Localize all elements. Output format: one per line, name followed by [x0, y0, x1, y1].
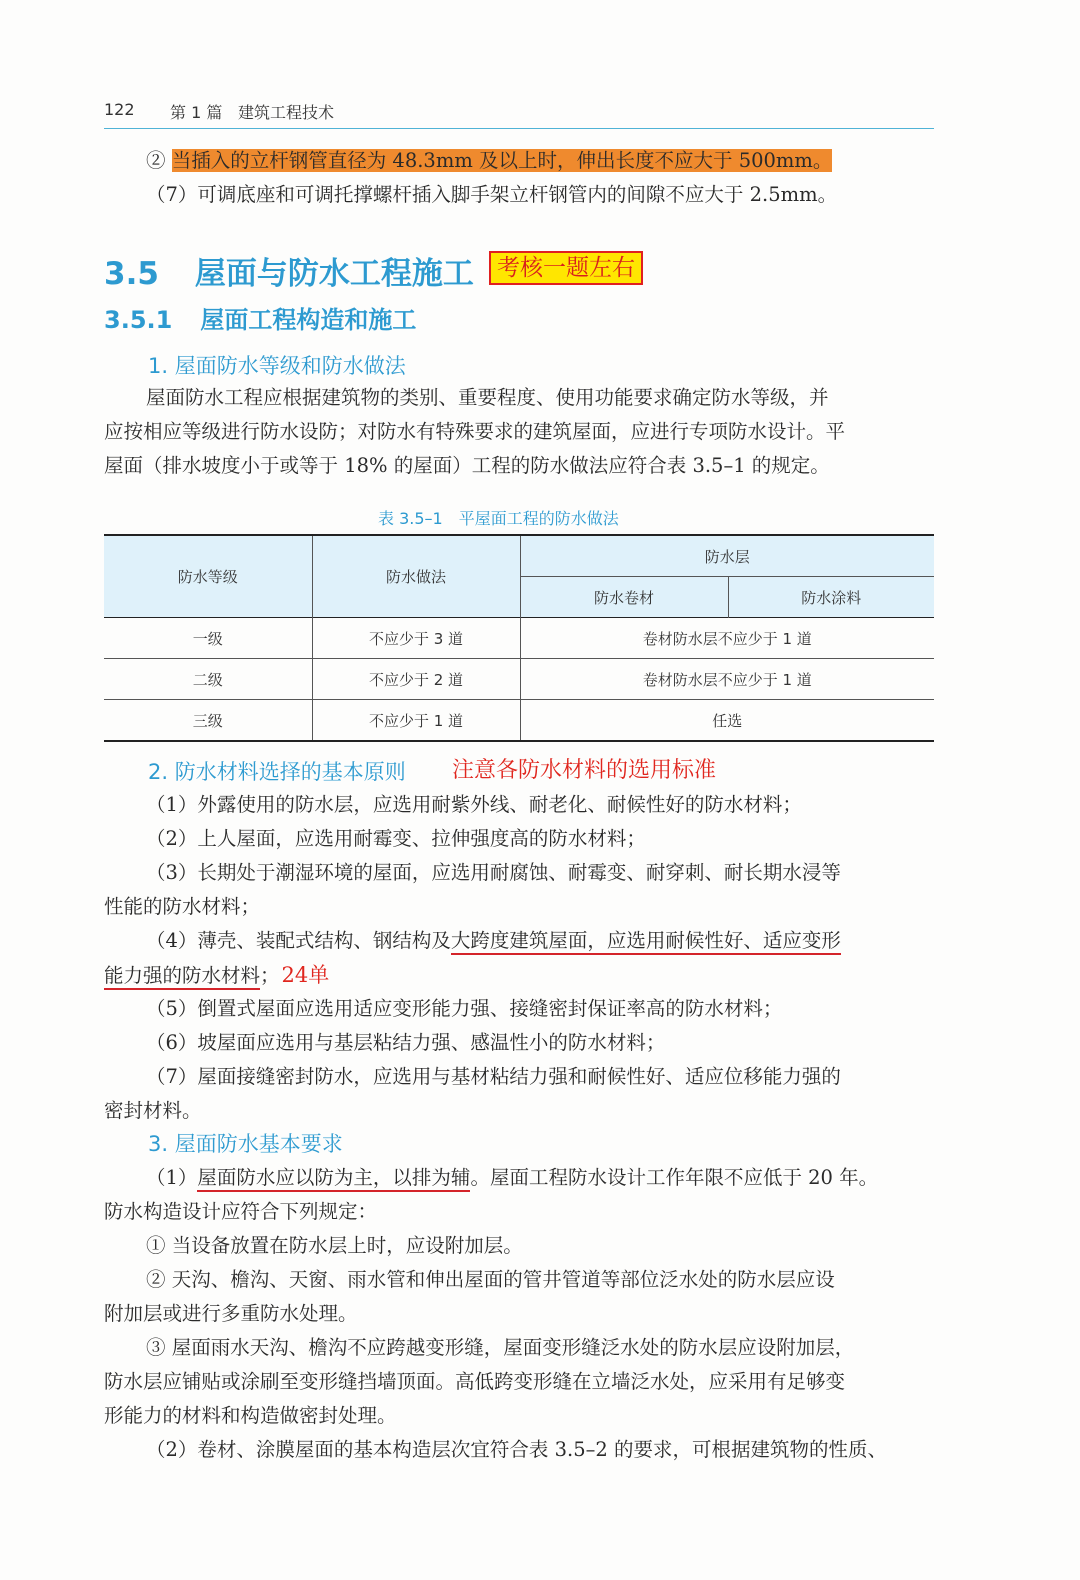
chapter-label: 第 1 篇: [170, 103, 223, 122]
requirement-line: ① 当设备放置在防水层上时，应设附加层。: [146, 1234, 523, 1257]
exam-note-box: 考核一题左右: [489, 251, 643, 285]
cell-layer: 卷材防水层不应少于 1 道: [520, 618, 934, 659]
requirement-line: 附加层或进行多重防水处理。: [104, 1302, 358, 1325]
part-2-heading: 2. 防水材料选择的基本原则: [148, 760, 406, 784]
part-3-heading: 3. 屋面防水基本要求: [148, 1132, 343, 1156]
requirement-1-number: （1）: [146, 1166, 198, 1189]
subsection-number: 3.5.1: [104, 306, 173, 334]
table-caption: 表 3.5–1 平屋面工程的防水做法: [378, 509, 619, 528]
rule-line: （3）长期处于潮湿环境的屋面，应选用耐腐蚀、耐霉变、耐穿刺、耐长期水浸等: [146, 861, 841, 884]
rule-line-4b: [104, 958, 329, 993]
cell-level: 二级: [104, 659, 312, 700]
chapter-title: 建筑工程技术: [238, 103, 335, 122]
cell-layer: 任选: [520, 700, 934, 742]
item-2-line: [146, 144, 832, 178]
rule-line: 密封材料。: [104, 1099, 202, 1122]
item-7-line: （7）可调底座和可调托撑螺杆插入脚手架立杆钢管内的间隙不应大于 2.5mm。: [146, 183, 838, 206]
rule-line: （2）上人屋面，应选用耐霉变、拉伸强度高的防水材料；: [146, 827, 646, 850]
subsection-title: 屋面工程构造和施工: [200, 306, 417, 334]
requirement-line: 防水层应铺贴或涂刷至变形缝挡墙顶面。高低跨变形缝在立墙泛水处，应采用有足够变: [104, 1370, 846, 1393]
requirement-line: ② 天沟、檐沟、天窗、雨水管和伸出屋面的管井管道等部位泛水处的防水层应设: [146, 1268, 835, 1291]
requirement-line: 形能力的材料和构造做密封处理。: [104, 1404, 397, 1427]
requirement-1-rest: 。屋面工程防水设计工作年限不应低于 20 年。: [470, 1166, 879, 1189]
requirement-line: （2）卷材、涂膜屋面的基本构造层次宜符合表 3.5–2 的要求，可根据建筑物的性质、: [146, 1438, 887, 1461]
paragraph-line: 屋面防水工程应根据建筑物的类别、重要程度、使用功能要求确定防水等级，并: [146, 386, 829, 409]
underlined-text: 屋面防水应以防为主，以排为辅: [197, 1166, 470, 1192]
cell-level: 三级: [104, 700, 312, 742]
underlined-text: 能力强的防水材料: [104, 964, 260, 990]
table-row: [104, 618, 934, 659]
rule-line: （5）倒置式屋面应选用适应变形能力强、接缝密封保证率高的防水材料；: [146, 997, 783, 1020]
page-header: [104, 98, 934, 129]
section-heading: [104, 248, 474, 293]
item-2-number: ②: [146, 149, 166, 172]
paragraph-line: 应按相应等级进行防水设防；对防水有特殊要求的建筑屋面，应进行专项防水设计。平: [104, 420, 846, 443]
rule-line: 性能的防水材料；: [104, 895, 261, 918]
rule-line: （6）坡屋面应选用与基层粘结力强、感温性小的防水材料；: [146, 1031, 666, 1054]
rule-4-end: ；: [260, 964, 280, 987]
subsection-heading: [104, 300, 416, 335]
paragraph-line: 屋面（排水坡度小于或等于 18% 的屋面）工程的防水做法应符合表 3.5–1 的规定。: [104, 454, 830, 477]
header-level: 防水等级: [104, 535, 312, 618]
cell-method: 不应少于 1 道: [312, 700, 520, 742]
header-roll: 防水卷材: [520, 577, 728, 618]
table-row: [104, 700, 934, 742]
requirement-line: 防水构造设计应符合下列规定：: [104, 1200, 378, 1223]
waterproof-table: [104, 534, 934, 742]
section-title: 屋面与防水工程施工: [194, 256, 474, 292]
underlined-text: 大跨度建筑屋面，应选用耐候性好、适应变形: [451, 929, 841, 955]
header-method: 防水做法: [312, 535, 520, 618]
cell-method: 不应少于 3 道: [312, 618, 520, 659]
cell-layer: 卷材防水层不应少于 1 道: [520, 659, 934, 700]
rule-line: （7）屋面接缝密封防水，应选用与基材粘结力强和耐候性好、适应位移能力强的: [146, 1065, 841, 1088]
rule-line: （1）外露使用的防水层，应选用耐紫外线、耐老化、耐候性好的防水材料；: [146, 793, 802, 816]
header-layer: 防水层: [520, 535, 934, 577]
requirement-line: ③ 屋面雨水天沟、檐沟不应跨越变形缝，屋面变形缝泛水处的防水层应设附加层，: [146, 1336, 855, 1359]
handwritten-note-24: 24单: [281, 963, 330, 987]
part-1-heading: 1. 屋面防水等级和防水做法: [148, 354, 406, 378]
item-2-highlighted-text: 当插入的立杆钢管直径为 48.3mm 及以上时，伸出长度不应大于 500mm。: [171, 149, 833, 172]
rule-line-4a: [146, 924, 841, 958]
section-number: 3.5: [104, 256, 159, 292]
header-coat: 防水涂料: [728, 577, 934, 618]
cell-method: 不应少于 2 道: [312, 659, 520, 700]
requirement-line-1: [146, 1161, 878, 1195]
rule-4-prefix: （4）薄壳、装配式结构、钢结构及: [146, 929, 451, 952]
table-row: [104, 659, 934, 700]
page-number: 122: [104, 100, 135, 119]
handwritten-note: 注意各防水材料的选用标准: [452, 758, 717, 783]
cell-level: 一级: [104, 618, 312, 659]
